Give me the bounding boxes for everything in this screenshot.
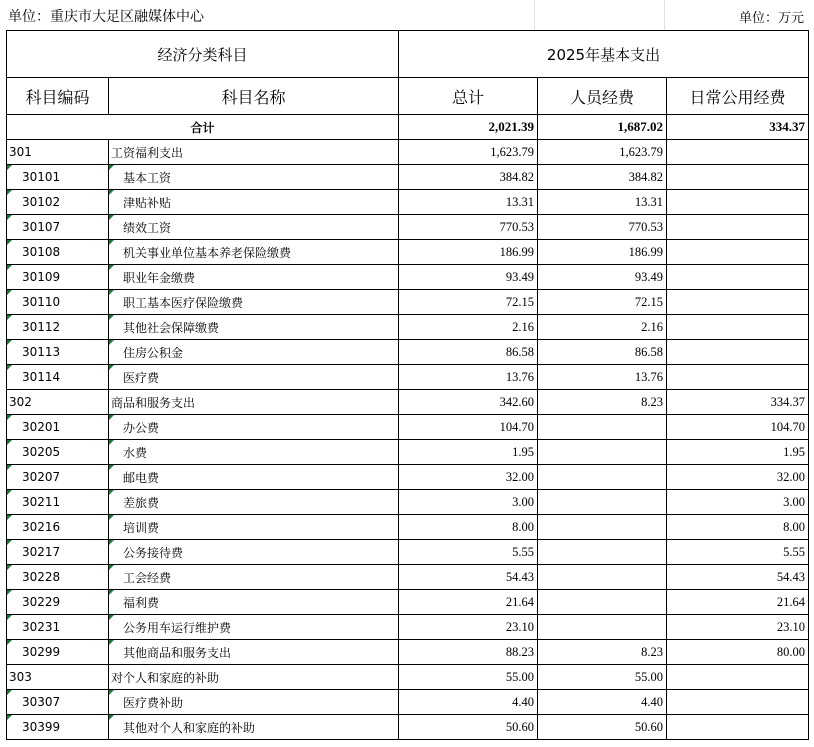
row-personnel[interactable]: 8.23 [538, 640, 667, 665]
header-row-columns [7, 78, 809, 115]
row-code[interactable]: 30228 [7, 565, 109, 590]
row-name[interactable]: 其他社会保障缴费 [109, 315, 399, 340]
header-personnel[interactable]: 人员经费 [538, 78, 667, 115]
row-name[interactable]: 培训费 [109, 515, 399, 540]
row-code[interactable]: 30109 [7, 265, 109, 290]
row-public[interactable]: 104.70 [667, 415, 809, 440]
row-total[interactable]: 5.55 [399, 540, 538, 565]
row-public[interactable]: 3.00 [667, 490, 809, 515]
gridline [664, 0, 665, 30]
row-name[interactable]: 对个人和家庭的补助 [109, 665, 399, 690]
row-personnel[interactable]: 86.58 [538, 340, 667, 365]
row-public[interactable]: 8.00 [667, 515, 809, 540]
row-total[interactable]: 86.58 [399, 340, 538, 365]
row-personnel[interactable] [538, 465, 667, 490]
table-row [7, 715, 809, 740]
row-personnel[interactable]: 1,623.79 [538, 140, 667, 165]
total-personnel[interactable]: 1,687.02 [538, 115, 667, 140]
row-personnel[interactable]: 50.60 [538, 715, 667, 740]
row-name[interactable]: 职业年金缴费 [109, 265, 399, 290]
row-total[interactable]: 72.15 [399, 290, 538, 315]
row-total[interactable]: 4.40 [399, 690, 538, 715]
row-public[interactable] [667, 290, 809, 315]
header-total[interactable]: 总计 [399, 78, 538, 115]
table-row [7, 140, 809, 165]
row-code[interactable]: 30108 [7, 240, 109, 265]
total-label[interactable]: 合计 [7, 115, 399, 140]
row-name[interactable]: 机关事业单位基本养老保险缴费 [109, 240, 399, 265]
total-public[interactable]: 334.37 [667, 115, 809, 140]
row-personnel[interactable]: 93.49 [538, 265, 667, 290]
row-name[interactable]: 职工基本医疗保险缴费 [109, 290, 399, 315]
table-row [7, 690, 809, 715]
row-personnel[interactable] [538, 415, 667, 440]
table-row [7, 465, 809, 490]
row-code[interactable]: 30110 [7, 290, 109, 315]
table-row [7, 415, 809, 440]
row-public[interactable] [667, 215, 809, 240]
table-row [7, 315, 809, 340]
row-name[interactable]: 公务接待费 [109, 540, 399, 565]
row-code[interactable]: 30201 [7, 415, 109, 440]
header-code[interactable]: 科目编码 [7, 78, 109, 115]
table-row [7, 240, 809, 265]
table-row [7, 665, 809, 690]
table-row [7, 190, 809, 215]
unit-currency[interactable]: 单位：万元 [738, 11, 804, 26]
row-name[interactable]: 住房公积金 [109, 340, 399, 365]
header-basic-expenditure[interactable]: 2025年基本支出 [399, 31, 809, 78]
row-public[interactable]: 5.55 [667, 540, 809, 565]
row-public[interactable] [667, 365, 809, 390]
row-public[interactable]: 80.00 [667, 640, 809, 665]
row-total[interactable]: 1.95 [399, 440, 538, 465]
row-code[interactable]: 30216 [7, 515, 109, 540]
row-total[interactable]: 104.70 [399, 415, 538, 440]
row-public[interactable]: 32.00 [667, 465, 809, 490]
row-code[interactable]: 30107 [7, 215, 109, 240]
row-personnel[interactable]: 8.23 [538, 390, 667, 415]
row-total[interactable]: 55.00 [399, 665, 538, 690]
row-name[interactable]: 公务用车运行维护费 [109, 615, 399, 640]
row-name[interactable]: 工资福利支出 [109, 140, 399, 165]
row-public[interactable] [667, 715, 809, 740]
row-personnel[interactable] [538, 490, 667, 515]
row-total[interactable]: 21.64 [399, 590, 538, 615]
row-code[interactable]: 303 [7, 665, 109, 690]
row-code[interactable]: 301 [7, 140, 109, 165]
row-code[interactable]: 30113 [7, 340, 109, 365]
row-total[interactable]: 770.53 [399, 215, 538, 240]
row-name[interactable]: 商品和服务支出 [109, 390, 399, 415]
row-total[interactable]: 54.43 [399, 565, 538, 590]
row-public[interactable] [667, 340, 809, 365]
row-total[interactable]: 23.10 [399, 615, 538, 640]
table-row [7, 365, 809, 390]
row-code[interactable]: 30211 [7, 490, 109, 515]
row-personnel[interactable]: 13.76 [538, 365, 667, 390]
table-row [7, 515, 809, 540]
row-public[interactable] [667, 165, 809, 190]
row-total[interactable]: 342.60 [399, 390, 538, 415]
gridline [534, 0, 535, 30]
row-personnel[interactable]: 2.16 [538, 315, 667, 340]
header-economic-classification[interactable]: 经济分类科目 [7, 31, 399, 78]
table-row [7, 590, 809, 615]
row-name[interactable]: 医疗费 [109, 365, 399, 390]
row-personnel[interactable] [538, 615, 667, 640]
row-code[interactable]: 30231 [7, 615, 109, 640]
row-personnel[interactable]: 13.31 [538, 190, 667, 215]
header-row-group [7, 31, 809, 78]
row-code[interactable]: 30102 [7, 190, 109, 215]
row-public[interactable] [667, 190, 809, 215]
row-public[interactable]: 1.95 [667, 440, 809, 465]
row-personnel[interactable] [538, 590, 667, 615]
row-code[interactable]: 30299 [7, 640, 109, 665]
row-code[interactable]: 30229 [7, 590, 109, 615]
table-row [7, 615, 809, 640]
total-total[interactable]: 2,021.39 [399, 115, 538, 140]
row-name[interactable]: 绩效工资 [109, 215, 399, 240]
row-code[interactable]: 30112 [7, 315, 109, 340]
table-row [7, 390, 809, 415]
row-total[interactable]: 186.99 [399, 240, 538, 265]
row-public[interactable] [667, 690, 809, 715]
row-code[interactable]: 30307 [7, 690, 109, 715]
row-total[interactable]: 32.00 [399, 465, 538, 490]
sheet-header-row [0, 0, 814, 30]
row-name[interactable]: 医疗费补助 [109, 690, 399, 715]
row-public[interactable] [667, 265, 809, 290]
row-total[interactable]: 13.76 [399, 365, 538, 390]
row-code[interactable]: 302 [7, 390, 109, 415]
unit-organization[interactable]: 单位：重庆市大足区融媒体中心 [8, 9, 204, 25]
row-total[interactable]: 93.49 [399, 265, 538, 290]
table-row [7, 540, 809, 565]
row-code[interactable]: 30114 [7, 365, 109, 390]
row-public[interactable] [667, 240, 809, 265]
row-personnel[interactable] [538, 515, 667, 540]
row-public[interactable]: 334.37 [667, 390, 809, 415]
table-row [7, 640, 809, 665]
total-row [7, 115, 809, 140]
row-total[interactable]: 384.82 [399, 165, 538, 190]
row-public[interactable]: 54.43 [667, 565, 809, 590]
header-public[interactable]: 日常公用经费 [667, 78, 809, 115]
row-name[interactable]: 福利费 [109, 590, 399, 615]
row-public[interactable] [667, 140, 809, 165]
row-name[interactable]: 邮电费 [109, 465, 399, 490]
row-name[interactable]: 津贴补贴 [109, 190, 399, 215]
row-public[interactable] [667, 315, 809, 340]
header-name[interactable]: 科目名称 [109, 78, 399, 115]
row-personnel[interactable] [538, 565, 667, 590]
row-name[interactable]: 办公费 [109, 415, 399, 440]
row-personnel[interactable]: 186.99 [538, 240, 667, 265]
row-code[interactable]: 30217 [7, 540, 109, 565]
table-row [7, 340, 809, 365]
row-name[interactable]: 基本工资 [109, 165, 399, 190]
row-code[interactable]: 30101 [7, 165, 109, 190]
row-total[interactable]: 1,623.79 [399, 140, 538, 165]
table-row [7, 265, 809, 290]
row-total[interactable]: 2.16 [399, 315, 538, 340]
row-personnel[interactable] [538, 440, 667, 465]
table-row [7, 215, 809, 240]
row-name[interactable]: 其他商品和服务支出 [109, 640, 399, 665]
row-public[interactable]: 21.64 [667, 590, 809, 615]
row-name[interactable]: 水费 [109, 440, 399, 465]
row-name[interactable]: 其他对个人和家庭的补助 [109, 715, 399, 740]
row-total[interactable]: 8.00 [399, 515, 538, 540]
row-total[interactable]: 88.23 [399, 640, 538, 665]
basic-expenditure-table [6, 30, 809, 740]
row-personnel[interactable]: 4.40 [538, 690, 667, 715]
row-personnel[interactable]: 770.53 [538, 215, 667, 240]
table-row [7, 565, 809, 590]
row-code[interactable]: 30205 [7, 440, 109, 465]
table-row [7, 490, 809, 515]
table-row [7, 290, 809, 315]
row-personnel[interactable]: 72.15 [538, 290, 667, 315]
row-personnel[interactable] [538, 540, 667, 565]
table-row [7, 165, 809, 190]
table-row [7, 440, 809, 465]
row-total[interactable]: 13.31 [399, 190, 538, 215]
row-name[interactable]: 工会经费 [109, 565, 399, 590]
row-personnel[interactable]: 55.00 [538, 665, 667, 690]
row-total[interactable]: 3.00 [399, 490, 538, 515]
row-public[interactable] [667, 665, 809, 690]
row-total[interactable]: 50.60 [399, 715, 538, 740]
row-public[interactable]: 23.10 [667, 615, 809, 640]
row-code[interactable]: 30207 [7, 465, 109, 490]
row-name[interactable]: 差旅费 [109, 490, 399, 515]
row-personnel[interactable]: 384.82 [538, 165, 667, 190]
row-code[interactable]: 30399 [7, 715, 109, 740]
